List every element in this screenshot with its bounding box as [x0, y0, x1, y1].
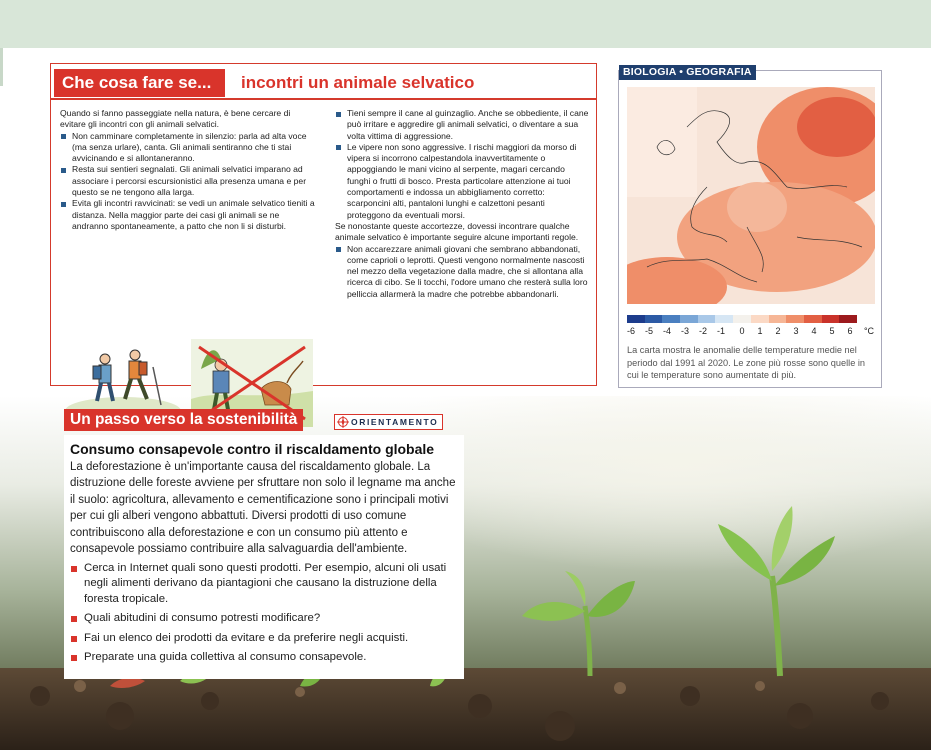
orientation-badge: [334, 414, 443, 430]
list-item: Tieni sempre il cane al guinzaglio. Anche se obbediente, il cane può irritare e aggredire gli animali selvatici, o diventare a sua volta vittima di aggressione.: [335, 108, 589, 142]
temperature-map-box: [618, 66, 882, 388]
box-title-left: Che cosa fare se...: [54, 69, 225, 97]
section-header: Un passo verso la sostenibilità: [64, 409, 303, 431]
scale-label: 4: [811, 326, 817, 336]
scale-swatch: [822, 315, 840, 323]
scale-label: -4: [662, 326, 672, 336]
scale-swatch: [786, 315, 804, 323]
page-edge: [0, 48, 3, 86]
intro-text: Quando si fanno passeggiate nella natura, è bene cercare di evitare gli incontri con gli animali selvatici.: [60, 108, 291, 130]
list-item: Non accarezzare animali giovani che sembrano abbandonati, come caprioli o leprotti. Questi vengono normalmente nascosti nel mezzo della vegetazione dalla madre, che si allontana alla ricerca di cibo. Se li tocchi, l'odore umano che resterà sulla loro pelliccia allarmerà la madre che potrebbe abbandonarli.: [335, 244, 589, 300]
scale-swatch: [645, 315, 663, 323]
scale-label: -6: [626, 326, 636, 336]
box-title-right: incontri un animale selvatico: [241, 73, 475, 92]
list-item: Resta sui sentieri segnalati. Gli animali selvatici imparano ad associare i percorsi escursionistici alla presenza umana e per questo se ne tengono alla larga.: [60, 164, 318, 198]
scale-swatch: [715, 315, 733, 323]
sustainability-box: [64, 435, 464, 679]
scale-label: -1: [716, 326, 726, 336]
subject-tag: BIOLOGIA • GEOGRAFIA: [619, 65, 756, 80]
list-item: Cerca in Internet quali sono questi prodotti. Per esempio, alcuni oli usati negli alimenti derivano da piantagioni che causano la distruzione della foresta tropicale.: [70, 561, 455, 607]
tips-list-left: [60, 131, 318, 233]
sustainability-text: La deforestazione è un'importante causa del riscaldamento globale. La distruzione delle foreste avviene per sfruttare non solo il legname ma anche il suolo: agricoltura, allevamento e cementificazione sono i principali motivi per cui gli alberi vengono abbattuti. Diversi prodotti di uso comune contribuiscono alla deforestazione e con un consumo più attento e consapevole possiamo contribuire alla salvaguardia dell'ambiente.: [70, 461, 456, 556]
list-item: Preparate una guida collettiva al consumo consapevole.: [70, 650, 455, 665]
scale-swatch: [733, 315, 751, 323]
scale-label: 6: [847, 326, 853, 336]
scale-labels: [627, 326, 879, 338]
scale-label: -2: [698, 326, 708, 336]
scale-unit: °C: [863, 326, 875, 336]
scale-label: 2: [775, 326, 781, 336]
activity-list: [70, 561, 455, 669]
list-item: Evita gli incontri ravvicinati: se vedi un animale selvatico tieniti a distanza. Nella maggior parte dei casi gli animali se ne andranno spontaneamente, a patto che non li si disturbi.: [60, 198, 318, 232]
list-item: Fai un elenco dei prodotti da evitare e da preferire negli acquisti.: [70, 631, 455, 646]
scale-swatch: [627, 315, 645, 323]
scale-label: 5: [829, 326, 835, 336]
scale-label: -3: [680, 326, 690, 336]
tips-list-right-a: [335, 108, 589, 221]
sustainability-title: Consumo consapevole contro il riscaldamento globale: [70, 441, 435, 457]
scale-swatch: [769, 315, 787, 323]
scale-swatch: [839, 315, 857, 323]
scale-swatch: [662, 315, 680, 323]
color-scale: [627, 315, 857, 323]
list-item: Le vipere non sono aggressive. I rischi maggiori da morso di vipera si incorrono calpestandola inavvertitamente o appoggiando le mani vicino al serpente, magari cercando funghi o frutti di bosco. Presta particolare attenzione ai tuoi comportamenti e indossa un abbigliamento corretto: scarponcini alti, pantaloni lunghi e calzettoni pesanti proteggono da eventuali morsi.: [335, 142, 589, 221]
box-header: [51, 66, 596, 98]
europe-anomaly-map: [627, 87, 875, 304]
scale-label: 1: [757, 326, 763, 336]
scale-swatch: [680, 315, 698, 323]
tips-list-right-b: [335, 244, 589, 300]
scale-label: 0: [739, 326, 745, 336]
scale-label: -5: [644, 326, 654, 336]
list-item: Non camminare completamente in silenzio: parla ad alta voce (ma senza urlare), canta. Gli animali sentiranno che ti stai avvicinando e si allontaneranno.: [60, 131, 318, 165]
scale-swatch: [698, 315, 716, 323]
wild-animal-box: [50, 63, 597, 386]
badge-label: ORIENTAMENTO: [351, 417, 439, 427]
top-band: [0, 0, 931, 48]
header-rule: [51, 98, 596, 100]
scale-swatch: [751, 315, 769, 323]
scale-swatch: [804, 315, 822, 323]
map-caption: La carta mostra le anomalie delle temperature medie nel periodo dal 1991 al 2020. Le zone più rosse sono quelle in cui le temperature sono aumentate di più.: [627, 345, 866, 380]
rules-text: Se nonostante queste accortezze, dovessi incontrare qualche animale selvatico è importante seguire alcune importanti regole.: [335, 220, 579, 243]
list-item: Quali abitudini di consumo potresti modificare?: [70, 611, 455, 626]
column-left: [60, 108, 318, 232]
scale-label: 3: [793, 326, 799, 336]
column-right: [335, 108, 589, 300]
compass-icon: [337, 416, 349, 428]
